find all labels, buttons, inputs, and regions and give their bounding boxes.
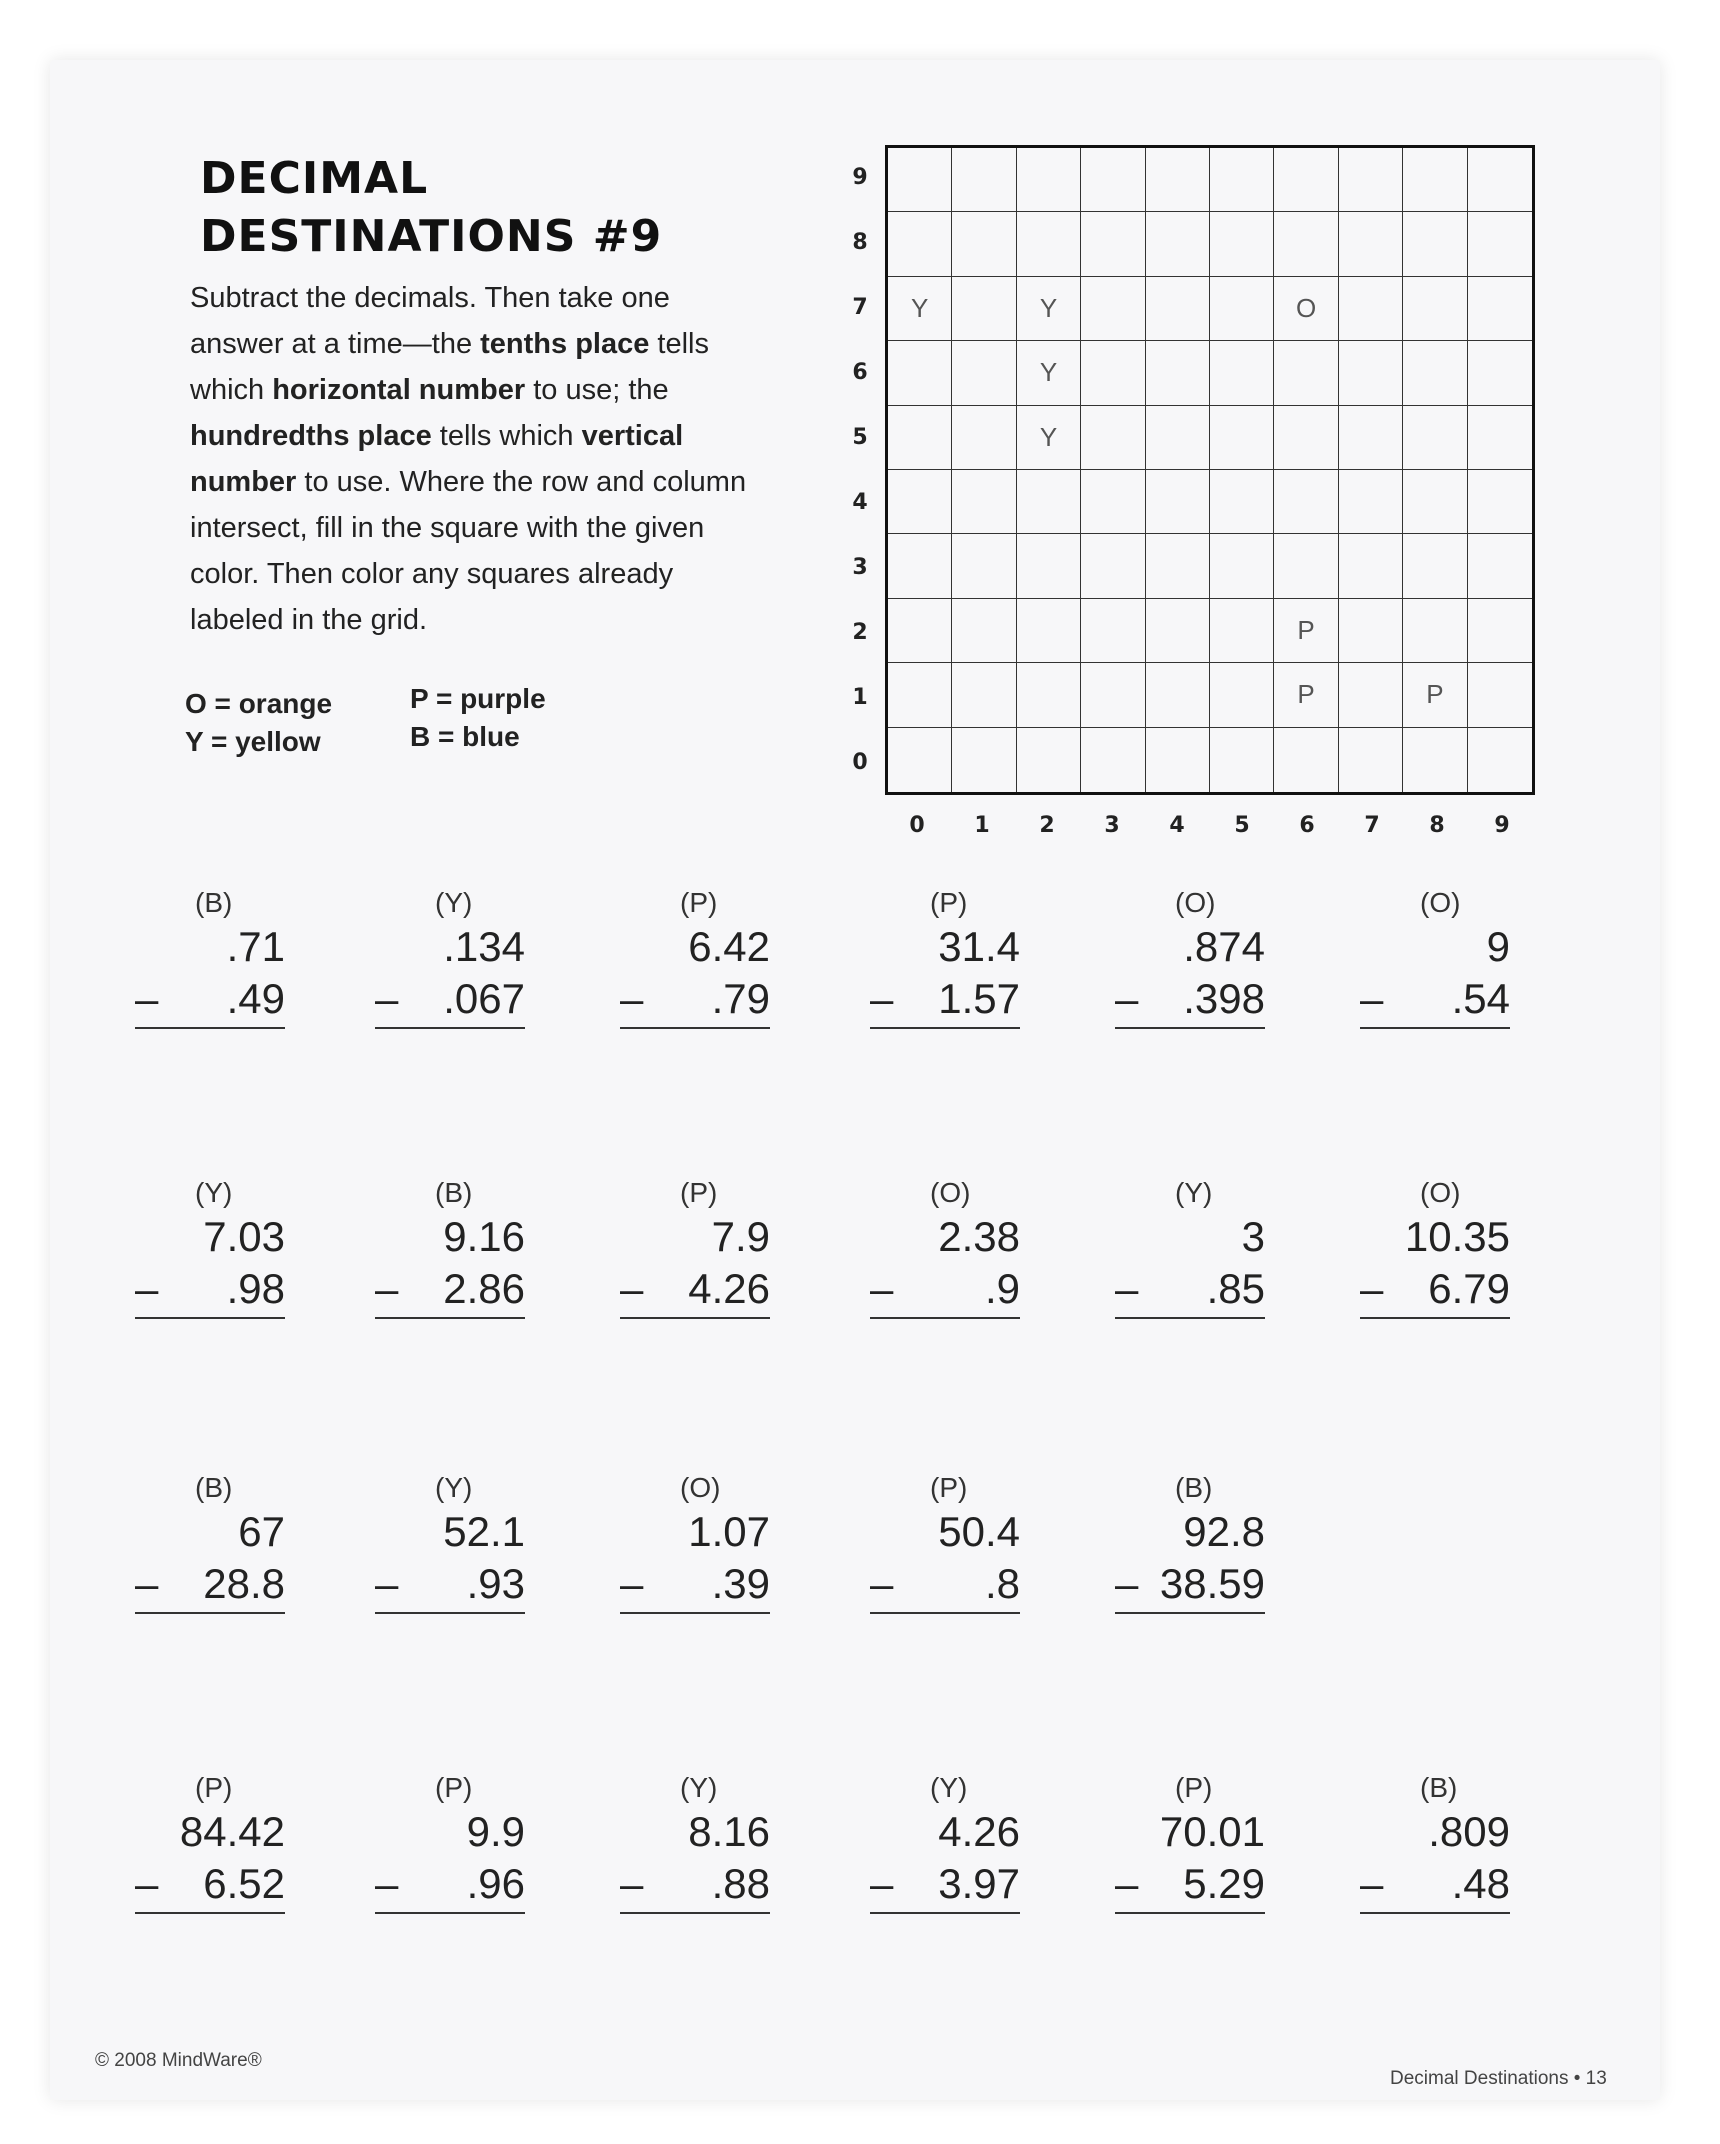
grid-cell: [952, 470, 1016, 534]
grid-cell-labeled: Y: [888, 277, 952, 341]
subtrahend: 3.97: [938, 1860, 1020, 1907]
color-tag: (P): [435, 1772, 473, 1803]
grid-cell: [1146, 406, 1210, 470]
grid-cell: [952, 599, 1016, 663]
color-tag: (P): [930, 887, 968, 918]
subtrahend: .398: [1183, 975, 1265, 1022]
grid-cell: [1146, 212, 1210, 276]
instructions: Subtract the decimals. Then take one answer at a time—the tenths place tells which horizontal number to use; the hundredths place tells which vertical number to use. Where the row and column intersect, fill in the square with the given color. Then color any squares already labeled in the grid.: [190, 282, 747, 636]
minuend: .809: [1428, 1808, 1510, 1855]
subtraction-problem: [135, 1470, 285, 1614]
x-axis-label: 5: [1234, 813, 1250, 838]
minuend: 92.8: [1183, 1508, 1265, 1555]
grid-cell: [1274, 341, 1338, 405]
subtrahend-line: [1115, 1263, 1265, 1319]
minus-sign: –: [620, 975, 644, 1022]
subtrahend: .98: [226, 1265, 285, 1312]
subtrahend-line: [870, 1558, 1020, 1614]
grid-cell: [1468, 534, 1532, 598]
subtrahend: 1.57: [938, 975, 1020, 1022]
x-axis-label: 7: [1364, 813, 1380, 838]
subtrahend: .85: [1206, 1265, 1265, 1312]
grid-cell: [1339, 534, 1403, 598]
grid-cell: [1210, 212, 1274, 276]
subtrahend-line: [620, 1263, 770, 1319]
grid-cell: [952, 728, 1016, 792]
minus-sign: –: [135, 1860, 159, 1907]
minus-sign: –: [1360, 1860, 1384, 1907]
subtrahend-line: [870, 1858, 1020, 1914]
color-tag: (O): [930, 1177, 971, 1208]
subtrahend: .54: [1451, 975, 1510, 1022]
grid-cell: [952, 406, 1016, 470]
grid-cell-labeled: Y: [1017, 277, 1081, 341]
subtraction-problem: [135, 1770, 285, 1914]
subtrahend: .49: [226, 975, 285, 1022]
subtrahend: .88: [711, 1860, 770, 1907]
grid-cell: [1210, 599, 1274, 663]
grid-cell: [888, 728, 952, 792]
subtrahend: .8: [984, 1560, 1020, 1607]
minus-sign: –: [135, 975, 159, 1022]
color-tag: (P): [680, 887, 718, 918]
x-axis-label: 2: [1039, 813, 1055, 838]
grid-cell: [1339, 148, 1403, 212]
copyright: © 2008 MindWare®: [95, 2050, 262, 2071]
grid-cell: [1146, 728, 1210, 792]
minus-sign: –: [870, 1265, 894, 1312]
grid-cell: [1468, 470, 1532, 534]
grid-cell: [1339, 341, 1403, 405]
grid-cell: [1081, 406, 1145, 470]
grid-cell: [1403, 277, 1467, 341]
color-tag: (P): [680, 1177, 718, 1208]
subtraction-problem: [135, 1175, 285, 1319]
minus-sign: –: [1360, 975, 1384, 1022]
grid-cell: [1017, 148, 1081, 212]
grid-cell: [1017, 728, 1081, 792]
subtrahend-line: [620, 1858, 770, 1914]
minuend: 31.4: [938, 923, 1020, 970]
color-tag: (B): [195, 887, 233, 918]
legend-yellow: Y = yellow: [185, 726, 321, 757]
minuend: 70.01: [1159, 1808, 1265, 1855]
minus-sign: –: [620, 1860, 644, 1907]
color-tag: (B): [435, 1177, 473, 1208]
page-footer: Decimal Destinations • 13: [1390, 2068, 1607, 2089]
grid-cell: [888, 470, 952, 534]
minuend: 1.07: [688, 1508, 770, 1555]
minuend: 8.16: [688, 1808, 770, 1855]
grid-cell: [1081, 534, 1145, 598]
minuend: 10.35: [1404, 1213, 1510, 1260]
x-axis-label: 1: [974, 813, 990, 838]
subtrahend-line: [375, 1558, 525, 1614]
grid-cell: [1274, 470, 1338, 534]
subtraction-problem: [620, 885, 770, 1029]
y-axis-label: 3: [852, 555, 868, 580]
grid-cell: [1403, 534, 1467, 598]
subtrahend-line: [870, 973, 1020, 1029]
grid-cell: [1017, 534, 1081, 598]
subtrahend-line: [1115, 1558, 1265, 1614]
grid-cell: [1210, 728, 1274, 792]
grid-cell: [1339, 728, 1403, 792]
subtrahend-line: [620, 1558, 770, 1614]
minuend: 84.42: [179, 1808, 285, 1855]
grid-cell: [888, 212, 952, 276]
y-axis-label: 7: [852, 295, 868, 320]
grid-cell: [888, 148, 952, 212]
subtrahend-line: [1360, 973, 1510, 1029]
y-axis-label: 8: [852, 230, 868, 255]
grid-cell: [1017, 470, 1081, 534]
color-tag: (B): [1420, 1772, 1458, 1803]
minuend: 6.42: [688, 923, 770, 970]
grid-cell: [1339, 663, 1403, 727]
color-tag: (Y): [680, 1772, 718, 1803]
grid-cell: [888, 663, 952, 727]
color-tag: (P): [195, 1772, 233, 1803]
grid-cell: [1274, 212, 1338, 276]
grid-cell: [1081, 599, 1145, 663]
grid-cell: [1403, 148, 1467, 212]
color-tag: (Y): [435, 887, 473, 918]
legend-orange: O = orange: [185, 688, 333, 719]
minuend: 50.4: [938, 1508, 1020, 1555]
subtrahend: .067: [443, 975, 525, 1022]
grid-cell: [1146, 534, 1210, 598]
grid-cell: [952, 534, 1016, 598]
minus-sign: –: [620, 1265, 644, 1312]
grid-cell: [1081, 148, 1145, 212]
y-axis-label: 1: [852, 685, 868, 710]
grid-cell: [1017, 663, 1081, 727]
subtrahend: 2.86: [443, 1265, 525, 1312]
grid-cell: [1146, 148, 1210, 212]
minus-sign: –: [375, 975, 399, 1022]
subtrahend: .96: [466, 1860, 525, 1907]
grid-cell: [1274, 406, 1338, 470]
subtrahend-line: [375, 1263, 525, 1319]
grid-cell: [1146, 663, 1210, 727]
minuend: .874: [1183, 923, 1265, 970]
grid-cell: [1146, 599, 1210, 663]
minuend: .71: [226, 923, 285, 970]
grid-cell: [1081, 277, 1145, 341]
page-title: DECIMAL DESTINATIONS #9: [200, 153, 663, 262]
minus-sign: –: [870, 975, 894, 1022]
subtraction-problem: [620, 1175, 770, 1319]
grid-cell: [888, 599, 952, 663]
grid-cell: [1146, 341, 1210, 405]
subtrahend-line: [375, 973, 525, 1029]
grid-cell: [1210, 277, 1274, 341]
minus-sign: –: [135, 1560, 159, 1607]
y-axis-label: 0: [852, 750, 868, 775]
color-tag: (Y): [195, 1177, 233, 1208]
grid-cell: [1339, 599, 1403, 663]
subtraction-problem: [375, 1470, 525, 1614]
subtrahend: 38.59: [1159, 1560, 1265, 1607]
minus-sign: –: [375, 1560, 399, 1607]
grid-cell: [1468, 212, 1532, 276]
grid-cell: [952, 341, 1016, 405]
subtraction-problem: [1115, 1770, 1265, 1914]
minus-sign: –: [1115, 1560, 1139, 1607]
grid-cell: [1403, 470, 1467, 534]
minus-sign: –: [1115, 1265, 1139, 1312]
color-tag: (B): [195, 1472, 233, 1503]
subtrahend: 6.79: [1428, 1265, 1510, 1312]
grid-cell: [1468, 406, 1532, 470]
color-tag: (O): [680, 1472, 721, 1503]
minuend: 7.03: [203, 1213, 285, 1260]
grid-cell: [1403, 599, 1467, 663]
grid-cell: [952, 148, 1016, 212]
minus-sign: –: [1115, 975, 1139, 1022]
y-axis-label: 4: [852, 490, 868, 515]
grid-cell: [1274, 728, 1338, 792]
minus-sign: –: [870, 1560, 894, 1607]
grid-cell: [1468, 148, 1532, 212]
grid-cell: [1468, 663, 1532, 727]
grid-cell-labeled: P: [1274, 663, 1338, 727]
minuend: 9.9: [466, 1808, 525, 1855]
grid-cell: [1468, 599, 1532, 663]
subtraction-problem: [870, 885, 1020, 1029]
subtraction-problem: [1115, 1175, 1265, 1319]
subtrahend: 6.52: [203, 1860, 285, 1907]
minus-sign: –: [375, 1860, 399, 1907]
grid-cell: [1274, 148, 1338, 212]
legend-blue: B = blue: [410, 721, 520, 752]
grid-cell: [1210, 148, 1274, 212]
color-tag: (P): [1175, 1772, 1213, 1803]
minuend: 4.26: [938, 1808, 1020, 1855]
grid-cell: [1210, 470, 1274, 534]
subtrahend-line: [1360, 1263, 1510, 1319]
grid-cell: [1339, 277, 1403, 341]
minus-sign: –: [135, 1265, 159, 1312]
color-tag: (Y): [1175, 1177, 1213, 1208]
grid-cell: [1017, 212, 1081, 276]
minus-sign: –: [870, 1860, 894, 1907]
grid-cell-labeled: Y: [1017, 341, 1081, 405]
color-tag: (P): [930, 1472, 968, 1503]
minuend: 9: [1486, 923, 1510, 970]
subtrahend: .93: [466, 1560, 525, 1607]
grid-cell: [1210, 534, 1274, 598]
subtrahend-line: [135, 1858, 285, 1914]
y-axis-label: 6: [852, 360, 868, 385]
grid-cell-labeled: P: [1403, 663, 1467, 727]
grid-cell: [1146, 470, 1210, 534]
minus-sign: –: [620, 1560, 644, 1607]
x-axis-label: 6: [1299, 813, 1315, 838]
grid-cell: [888, 534, 952, 598]
minuend: 3: [1241, 1213, 1265, 1260]
minus-sign: –: [375, 1265, 399, 1312]
legend-purple: P = purple: [410, 683, 546, 714]
subtrahend: 5.29: [1183, 1860, 1265, 1907]
grid-cell: [1081, 341, 1145, 405]
subtraction-problem: [870, 1770, 1020, 1914]
subtraction-problem: [375, 1175, 525, 1319]
subtraction-problem: [1360, 1175, 1510, 1319]
subtrahend-line: [135, 973, 285, 1029]
grid-cell: [888, 341, 952, 405]
grid-cell-labeled: Y: [1017, 406, 1081, 470]
subtraction-problem: [1115, 1470, 1265, 1614]
color-tag: (Y): [930, 1772, 968, 1803]
x-axis-label: 4: [1169, 813, 1185, 838]
minuend: 9.16: [443, 1213, 525, 1260]
subtrahend: 28.8: [203, 1560, 285, 1607]
grid-cell: [1339, 470, 1403, 534]
grid-cell: [1274, 534, 1338, 598]
grid-cell: [1339, 406, 1403, 470]
subtraction-problem: [620, 1770, 770, 1914]
subtrahend-line: [1115, 1858, 1265, 1914]
grid-cell: [1210, 663, 1274, 727]
grid-cell: [1403, 728, 1467, 792]
subtrahend-line: [1115, 973, 1265, 1029]
subtraction-problem: [870, 1470, 1020, 1614]
y-axis-label: 5: [852, 425, 868, 450]
color-tag: (O): [1420, 1177, 1461, 1208]
subtrahend-line: [135, 1558, 285, 1614]
subtraction-problem: [375, 885, 525, 1029]
minuend: 67: [238, 1508, 285, 1555]
minuend: 2.38: [938, 1213, 1020, 1260]
grid-cell: [1017, 599, 1081, 663]
subtraction-problem: [870, 1175, 1020, 1319]
subtraction-problem: [135, 885, 285, 1029]
color-tag: (O): [1420, 887, 1461, 918]
grid-cell: [1210, 341, 1274, 405]
color-legend-right: [410, 680, 546, 756]
color-tag: (Y): [435, 1472, 473, 1503]
grid-cell: [952, 212, 1016, 276]
y-axis-label: 9: [852, 165, 868, 190]
grid-cell: [1403, 406, 1467, 470]
x-axis-label: 8: [1429, 813, 1445, 838]
subtrahend: .79: [711, 975, 770, 1022]
grid-cell: [1081, 663, 1145, 727]
grid-cell: [1468, 277, 1532, 341]
subtrahend-line: [135, 1263, 285, 1319]
x-axis-label: 3: [1104, 813, 1120, 838]
minuend: 52.1: [443, 1508, 525, 1555]
subtrahend: 4.26: [688, 1265, 770, 1312]
subtrahend: .48: [1451, 1860, 1510, 1907]
x-axis-label: 0: [909, 813, 925, 838]
grid-cells: [885, 145, 1535, 795]
subtrahend-line: [1360, 1858, 1510, 1914]
x-axis-label: 9: [1494, 813, 1510, 838]
grid-cell: [1403, 212, 1467, 276]
minuend: .134: [443, 923, 525, 970]
grid-cell: [1081, 212, 1145, 276]
grid-cell: [952, 663, 1016, 727]
grid-cell: [1210, 406, 1274, 470]
subtrahend: .39: [711, 1560, 770, 1607]
subtraction-problem: [1115, 885, 1265, 1029]
grid-cell: [1339, 212, 1403, 276]
grid-cell: [888, 406, 952, 470]
grid-cell: [1403, 341, 1467, 405]
color-tag: (B): [1175, 1472, 1213, 1503]
subtrahend-line: [870, 1263, 1020, 1319]
color-tag: (O): [1175, 887, 1216, 918]
subtraction-problem: [375, 1770, 525, 1914]
grid-cell: [1468, 728, 1532, 792]
subtrahend: .9: [984, 1265, 1020, 1312]
subtraction-problem: [1360, 885, 1510, 1029]
y-axis-label: 2: [852, 620, 868, 645]
grid-cell: [1081, 728, 1145, 792]
subtraction-problem: [620, 1470, 770, 1614]
color-legend-left: [185, 685, 332, 761]
grid-cell: [952, 277, 1016, 341]
subtrahend-line: [620, 973, 770, 1029]
minuend: 7.9: [711, 1213, 770, 1260]
grid-cell: [1081, 470, 1145, 534]
grid-cell: [1468, 341, 1532, 405]
subtraction-problem: [1360, 1770, 1510, 1914]
minus-sign: –: [1360, 1265, 1384, 1312]
grid-cell-labeled: P: [1274, 599, 1338, 663]
subtrahend-line: [375, 1858, 525, 1914]
grid-cell-labeled: O: [1274, 277, 1338, 341]
minus-sign: –: [1115, 1860, 1139, 1907]
grid-cell: [1146, 277, 1210, 341]
